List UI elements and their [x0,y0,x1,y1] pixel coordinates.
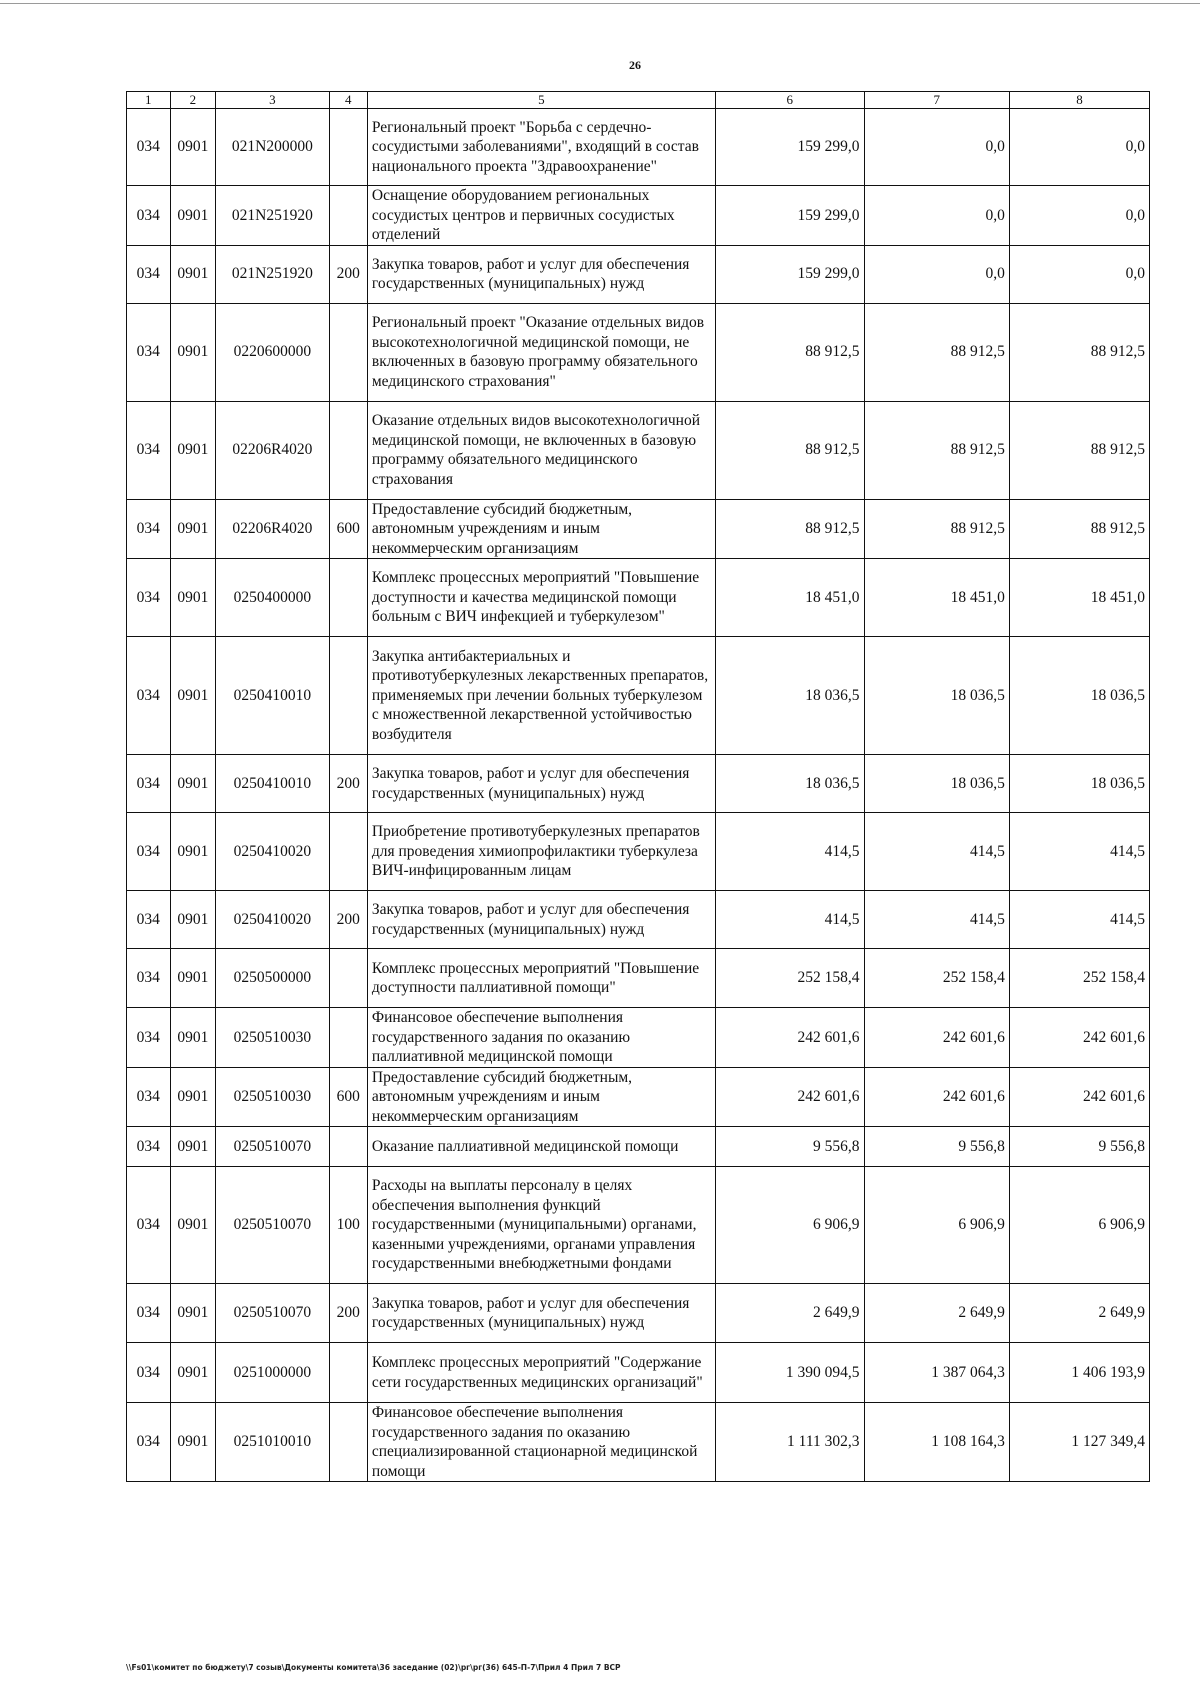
cell-amount-col8: 2 649,9 [1009,1284,1149,1343]
cell-expense-type: 200 [329,755,367,813]
cell-amount-col7: 18 036,5 [864,637,1009,755]
cell-admin-code: 034 [127,949,171,1008]
cell-amount-col6: 159 299,0 [715,186,864,246]
cell-section-code: 0901 [170,186,216,246]
cell-amount-col6: 159 299,0 [715,109,864,186]
cell-admin-code: 034 [127,499,171,559]
table-row [127,109,1150,186]
cell-amount-col6: 9 556,8 [715,1127,864,1167]
table-row [127,559,1150,637]
cell-description: Закупка антибактериальных и противотуберкулезных лекарственных препаратов, применяемых при лечении больных туберкулезом с множественной лекарственной устойчивостью возбудителя [367,637,715,755]
cell-admin-code: 034 [127,1403,171,1482]
table-row [127,891,1150,949]
cell-expense-type [329,813,367,891]
cell-amount-col6: 18 036,5 [715,755,864,813]
cell-target-article: 0250410010 [216,637,330,755]
cell-expense-type: 200 [329,891,367,949]
cell-section-code: 0901 [170,813,216,891]
cell-section-code: 0901 [170,1284,216,1343]
scan-edge-line [0,3,1200,4]
cell-admin-code: 034 [127,1067,171,1127]
cell-amount-col7: 6 906,9 [864,1167,1009,1284]
column-number-header: 4 [329,92,367,109]
cell-amount-col6: 414,5 [715,891,864,949]
cell-amount-col8: 1 127 349,4 [1009,1403,1149,1482]
cell-section-code: 0901 [170,755,216,813]
cell-amount-col8: 6 906,9 [1009,1167,1149,1284]
table-row [127,1284,1150,1343]
table-row [127,755,1150,813]
cell-amount-col8: 0,0 [1009,109,1149,186]
cell-target-article: 021N251920 [216,186,330,246]
cell-description: Оказание паллиативной медицинской помощи [367,1127,715,1167]
cell-amount-col8: 0,0 [1009,186,1149,246]
cell-description: Закупка товаров, работ и услуг для обеспечения государственных (муниципальных) нужд [367,1284,715,1343]
cell-amount-col6: 242 601,6 [715,1067,864,1127]
cell-expense-type [329,949,367,1008]
cell-expense-type [329,186,367,246]
cell-amount-col7: 9 556,8 [864,1127,1009,1167]
cell-amount-col7: 242 601,6 [864,1067,1009,1127]
table-row [127,1167,1150,1284]
cell-amount-col7: 0,0 [864,186,1009,246]
column-number-header: 3 [216,92,330,109]
cell-expense-type [329,109,367,186]
cell-description: Предоставление субсидий бюджетным, автономным учреждениям и иным некоммерческим организациям [367,499,715,559]
cell-description: Комплекс процессных мероприятий "Содержание сети государственных медицинских организаций" [367,1343,715,1403]
page-number: 26 [629,58,641,72]
table-row [127,949,1150,1008]
cell-section-code: 0901 [170,1008,216,1068]
cell-amount-col7: 414,5 [864,813,1009,891]
cell-target-article: 0250510030 [216,1067,330,1127]
cell-amount-col6: 252 158,4 [715,949,864,1008]
table-row [127,1008,1150,1068]
cell-amount-col8: 1 406 193,9 [1009,1343,1149,1403]
cell-amount-col8: 242 601,6 [1009,1067,1149,1127]
cell-target-article: 0250510070 [216,1127,330,1167]
footer-file-path: \\Fs01\комитет по бюджету\7 созыв\Документы комитета\36 заседание (02)\рг\рг(36) 645-П-7\Прил 4 Прил 7 ВСР [126,1663,621,1672]
cell-amount-col8: 18 451,0 [1009,559,1149,637]
cell-admin-code: 034 [127,891,171,949]
cell-amount-col6: 1 111 302,3 [715,1403,864,1482]
cell-amount-col8: 88 912,5 [1009,401,1149,499]
cell-amount-col7: 18 451,0 [864,559,1009,637]
budget-table [126,91,1150,1482]
cell-admin-code: 034 [127,186,171,246]
cell-admin-code: 034 [127,559,171,637]
column-number-header: 1 [127,92,171,109]
cell-amount-col6: 88 912,5 [715,401,864,499]
cell-amount-col8: 9 556,8 [1009,1127,1149,1167]
cell-amount-col6: 159 299,0 [715,245,864,303]
cell-section-code: 0901 [170,1067,216,1127]
table-row [127,637,1150,755]
cell-amount-col6: 1 390 094,5 [715,1343,864,1403]
cell-amount-col6: 2 649,9 [715,1284,864,1343]
cell-amount-col6: 18 451,0 [715,559,864,637]
table-row [127,1067,1150,1127]
cell-description: Приобретение противотуберкулезных препаратов для проведения химиопрофилактики туберкулеза ВИЧ-инфицированным лицам [367,813,715,891]
cell-target-article: 0250510030 [216,1008,330,1068]
cell-description: Закупка товаров, работ и услуг для обеспечения государственных (муниципальных) нужд [367,245,715,303]
cell-amount-col7: 242 601,6 [864,1008,1009,1068]
cell-admin-code: 034 [127,1284,171,1343]
cell-section-code: 0901 [170,949,216,1008]
cell-expense-type: 600 [329,1067,367,1127]
column-number-header: 7 [864,92,1009,109]
cell-target-article: 0250510070 [216,1167,330,1284]
cell-amount-col8: 414,5 [1009,813,1149,891]
cell-description: Комплекс процессных мероприятий "Повышение доступности и качества медицинской помощи больным с ВИЧ инфекцией и туберкулезом" [367,559,715,637]
cell-section-code: 0901 [170,499,216,559]
cell-amount-col6: 242 601,6 [715,1008,864,1068]
cell-amount-col8: 88 912,5 [1009,303,1149,401]
table-row [127,1127,1150,1167]
column-number-header: 6 [715,92,864,109]
cell-target-article: 0250500000 [216,949,330,1008]
column-number-header: 5 [367,92,715,109]
cell-amount-col8: 0,0 [1009,245,1149,303]
cell-section-code: 0901 [170,303,216,401]
cell-amount-col6: 18 036,5 [715,637,864,755]
cell-expense-type: 600 [329,499,367,559]
cell-description: Закупка товаров, работ и услуг для обеспечения государственных (муниципальных) нужд [367,891,715,949]
cell-description: Комплекс процессных мероприятий "Повышение доступности паллиативной помощи" [367,949,715,1008]
cell-admin-code: 034 [127,109,171,186]
table-row [127,1343,1150,1403]
cell-expense-type: 200 [329,245,367,303]
cell-amount-col7: 1 108 164,3 [864,1403,1009,1482]
table-row [127,499,1150,559]
cell-amount-col7: 88 912,5 [864,401,1009,499]
column-number-row [127,92,1150,109]
cell-target-article: 0250400000 [216,559,330,637]
cell-target-article: 021N200000 [216,109,330,186]
cell-section-code: 0901 [170,559,216,637]
cell-target-article: 0250410010 [216,755,330,813]
cell-amount-col7: 1 387 064,3 [864,1343,1009,1403]
cell-section-code: 0901 [170,109,216,186]
cell-description: Финансовое обеспечение выполнения государственного задания по оказанию специализированной стационарной медицинской помощи [367,1403,715,1482]
cell-expense-type [329,1008,367,1068]
cell-amount-col7: 2 649,9 [864,1284,1009,1343]
cell-admin-code: 034 [127,245,171,303]
cell-section-code: 0901 [170,891,216,949]
cell-amount-col7: 88 912,5 [864,499,1009,559]
cell-description: Оснащение оборудованием региональных сосудистых центров и первичных сосудистых отделений [367,186,715,246]
cell-section-code: 0901 [170,401,216,499]
cell-description: Финансовое обеспечение выполнения государственного задания по оказанию паллиативной медицинской помощи [367,1008,715,1068]
cell-target-article: 0250410020 [216,813,330,891]
table-row [127,245,1150,303]
cell-amount-col8: 18 036,5 [1009,637,1149,755]
table-row [127,1403,1150,1482]
cell-target-article: 0250510070 [216,1284,330,1343]
cell-amount-col7: 0,0 [864,245,1009,303]
table-row [127,401,1150,499]
cell-description: Региональный проект "Борьба с сердечно-сосудистыми заболеваниями", входящий в состав национального проекта "Здравоохранение" [367,109,715,186]
cell-expense-type: 100 [329,1167,367,1284]
cell-section-code: 0901 [170,1127,216,1167]
cell-section-code: 0901 [170,1343,216,1403]
cell-target-article: 02206R4020 [216,499,330,559]
cell-amount-col7: 0,0 [864,109,1009,186]
table-row [127,186,1150,246]
cell-admin-code: 034 [127,1167,171,1284]
cell-section-code: 0901 [170,1167,216,1284]
cell-expense-type [329,401,367,499]
cell-expense-type [329,1403,367,1482]
cell-amount-col7: 414,5 [864,891,1009,949]
cell-expense-type [329,303,367,401]
cell-target-article: 0220600000 [216,303,330,401]
cell-amount-col8: 414,5 [1009,891,1149,949]
cell-amount-col6: 414,5 [715,813,864,891]
column-number-header: 8 [1009,92,1149,109]
cell-amount-col6: 88 912,5 [715,499,864,559]
cell-amount-col6: 6 906,9 [715,1167,864,1284]
cell-section-code: 0901 [170,637,216,755]
cell-description: Оказание отдельных видов высокотехнологичной медицинской помощи, не включенных в базовую программу обязательного медицинского страхования [367,401,715,499]
cell-admin-code: 034 [127,1008,171,1068]
table-row [127,303,1150,401]
cell-expense-type [329,1127,367,1167]
cell-amount-col7: 18 036,5 [864,755,1009,813]
table-body [127,109,1150,1482]
column-number-header: 2 [170,92,216,109]
cell-target-article: 0251010010 [216,1403,330,1482]
cell-expense-type [329,637,367,755]
cell-amount-col8: 18 036,5 [1009,755,1149,813]
cell-description: Региональный проект "Оказание отдельных видов высокотехнологичной медицинской помощи, не включенных в базовую программу обязательного медицинского страхования" [367,303,715,401]
cell-description: Закупка товаров, работ и услуг для обеспечения государственных (муниципальных) нужд [367,755,715,813]
cell-admin-code: 034 [127,1127,171,1167]
cell-target-article: 0250410020 [216,891,330,949]
cell-admin-code: 034 [127,755,171,813]
cell-target-article: 02206R4020 [216,401,330,499]
cell-admin-code: 034 [127,637,171,755]
cell-expense-type [329,1343,367,1403]
cell-expense-type [329,559,367,637]
cell-admin-code: 034 [127,813,171,891]
cell-target-article: 021N251920 [216,245,330,303]
cell-amount-col8: 88 912,5 [1009,499,1149,559]
cell-amount-col7: 88 912,5 [864,303,1009,401]
cell-target-article: 0251000000 [216,1343,330,1403]
cell-description: Предоставление субсидий бюджетным, автономным учреждениям и иным некоммерческим организациям [367,1067,715,1127]
cell-amount-col6: 88 912,5 [715,303,864,401]
cell-section-code: 0901 [170,1403,216,1482]
cell-admin-code: 034 [127,1343,171,1403]
cell-amount-col8: 252 158,4 [1009,949,1149,1008]
cell-admin-code: 034 [127,401,171,499]
cell-amount-col8: 242 601,6 [1009,1008,1149,1068]
cell-admin-code: 034 [127,303,171,401]
table-row [127,813,1150,891]
cell-amount-col7: 252 158,4 [864,949,1009,1008]
cell-description: Расходы на выплаты персоналу в целях обеспечения выполнения функций государственными (муниципальными) органами, казенными учреждениями, органами управления государственными внебюджетными фондами [367,1167,715,1284]
cell-expense-type: 200 [329,1284,367,1343]
cell-section-code: 0901 [170,245,216,303]
